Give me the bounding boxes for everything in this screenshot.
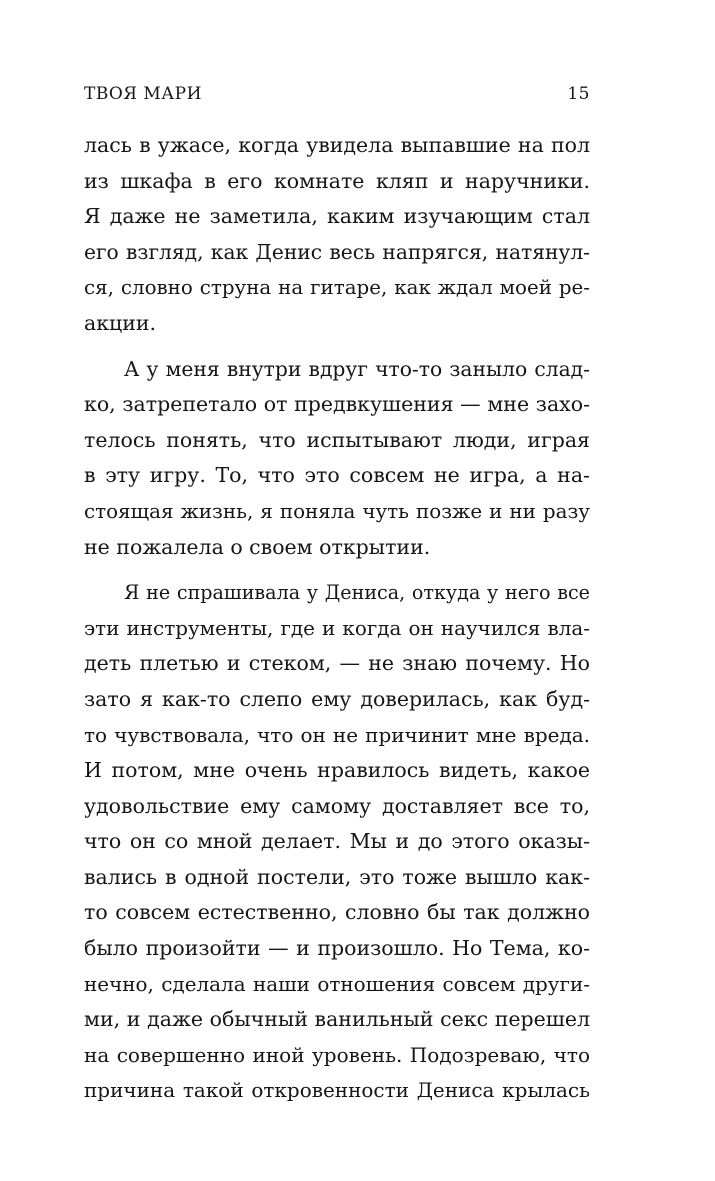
running-header <box>84 84 590 108</box>
text-line: не пожалела о своем открытии. <box>84 534 431 559</box>
text-line: зато я как-то слепо ему доверилась, как буд- <box>84 686 590 711</box>
page-number: 15 <box>567 84 590 104</box>
text-line: на совершенно иной уровень. Подозреваю, что <box>84 1042 590 1067</box>
text-line: деть плетью и стеком, — не знаю почему. Но <box>84 651 590 676</box>
text-line: ся, словно струна на гитаре, как ждал моей ре- <box>84 276 590 300</box>
text-line: из шкафа в его комнате кляп и наручники. <box>84 168 590 193</box>
text-line: акции. <box>84 310 157 335</box>
text-line: в эту игру. То, что это совсем не игра, а на- <box>84 463 590 488</box>
text-line: ко, затрепетало от предвкушения — мне захо- <box>84 392 590 417</box>
text-line: Я даже не заметила, каким изучающим стал <box>84 204 590 229</box>
text-line: ми, и даже обычный ванильный секс перешел <box>84 1007 590 1032</box>
text-line: И потом, мне очень нравилось видеть, какое <box>84 758 590 783</box>
paragraph-1 <box>84 128 590 342</box>
text-line: вались в одной постели, это тоже вышло как- <box>84 864 590 889</box>
text-line: стоящая жизнь, я поняла чуть позже и ни разу <box>84 499 590 523</box>
running-title: ТВОЯ МАРИ <box>84 84 202 104</box>
body-text <box>84 128 590 1109</box>
text-line: то совсем естественно, словно бы так должно <box>84 900 590 925</box>
text-line: А у меня внутри вдруг что-то заныло слад- <box>124 356 590 381</box>
text-line: удовольствие ему самому доставляет все то, <box>84 793 590 818</box>
text-line: Я не спрашивала у Дениса, откуда у него все <box>124 581 590 605</box>
text-line: что он со мной делает. Мы и до этого оказы- <box>84 829 590 854</box>
text-line: его взгляд, как Денис весь напрягся, натянул- <box>84 239 590 264</box>
text-line: телось понять, что испытывают люди, играя <box>84 427 590 452</box>
text-line: то чувствовала, что он не причинит мне вреда. <box>84 722 590 747</box>
paragraph-3 <box>84 575 590 1109</box>
text-line: причина такой откровенности Дениса крылась <box>84 1078 590 1103</box>
text-line: эти инструменты, где и когда он научился вла- <box>84 616 590 640</box>
paragraph-2 <box>84 352 590 566</box>
text-line: нечно, сделала наши отношения совсем други- <box>84 971 590 996</box>
text-line: лась в ужасе, когда увидела выпавшие на пол <box>84 133 590 157</box>
text-line: было произойти — и произошло. Но Тема, ко- <box>84 936 590 961</box>
